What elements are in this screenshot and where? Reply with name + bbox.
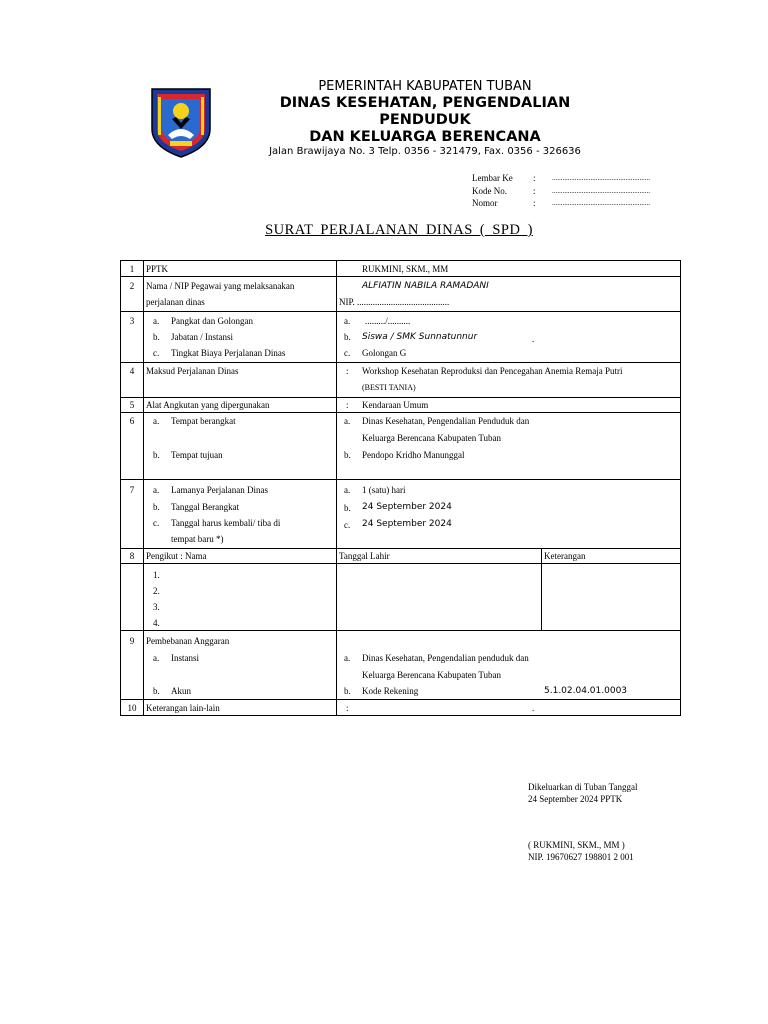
row9-a-value-line2: Keluarga Berencana Kabupaten Tuban bbox=[362, 670, 502, 680]
item-mark: a. bbox=[153, 485, 160, 495]
row7-c-label-line1: Tanggal harus kembali/ tiba di bbox=[171, 518, 281, 528]
meta-value: ........................................................ bbox=[552, 199, 650, 207]
employee-nip: NIP. ......................................... bbox=[339, 297, 450, 307]
row3-b-dot: . bbox=[532, 334, 535, 344]
row3-b-value: Siswa / SMK Sunnatunnur bbox=[362, 332, 478, 342]
row-number: 2 bbox=[129, 281, 135, 291]
header-agency-line2: PENDUDUK bbox=[379, 112, 471, 128]
row3-c-value: Golongan G bbox=[362, 348, 407, 358]
meta-label: Nomor bbox=[472, 198, 498, 208]
row6-a-label: Tempat berangkat bbox=[171, 416, 236, 426]
item-mark: a. bbox=[344, 485, 351, 495]
employee-name: ALFIATIN NABILA RAMADANI bbox=[362, 281, 489, 291]
row4-value-line1: Workshop Kesehatan Reproduksi dan Pencegahan Anemia Remaja Putri bbox=[362, 366, 623, 376]
item-mark: c. bbox=[153, 348, 160, 358]
item-mark: a. bbox=[344, 416, 351, 426]
row10-label: Keterangan lain-lain bbox=[146, 703, 220, 713]
row5-value: Kendaraan Umum bbox=[362, 400, 429, 410]
row8-col-birthdate: Tanggal Lahir bbox=[339, 551, 390, 561]
issued-place-date: Dikeluarkan di Tuban Tanggal bbox=[528, 782, 638, 792]
item-mark: b. bbox=[344, 686, 351, 696]
row9-label: Pembebanan Anggaran bbox=[146, 636, 230, 646]
header-agency-line3: DAN KELUARGA BERENCANA bbox=[309, 129, 541, 145]
item-mark: a. bbox=[344, 653, 351, 663]
item-mark: b. bbox=[153, 332, 160, 342]
row6-b-label: Tempat tujuan bbox=[171, 450, 223, 460]
item-mark: a. bbox=[153, 316, 160, 326]
follower-item: 1. bbox=[153, 570, 160, 580]
row6-b-value: Pendopo Kridho Manunggal bbox=[362, 450, 465, 460]
issued-date-role: 24 September 2024 PPTK bbox=[528, 794, 623, 804]
header-government: PEMERINTAH KABUPATEN TUBAN bbox=[318, 79, 532, 94]
row10-colon: : bbox=[346, 703, 349, 713]
row9-b-value: Kode Rekening bbox=[362, 686, 419, 696]
row3-b-label: Jabatan / Instansi bbox=[171, 332, 233, 342]
item-mark: b. bbox=[344, 450, 351, 460]
row4-label: Maksud Perjalanan Dinas bbox=[146, 366, 239, 376]
row1-label: PPTK bbox=[146, 264, 169, 274]
document-title: SURAT PERJALANAN DINAS ( SPD ) bbox=[265, 222, 533, 238]
item-mark: c. bbox=[344, 348, 351, 358]
row9-a-value-line1: Dinas Kesehatan, Pengendalian penduduk dan bbox=[362, 653, 529, 663]
row7-b-label: Tanggal Berangkat bbox=[171, 502, 240, 512]
row-number: 3 bbox=[129, 316, 135, 326]
item-mark: c. bbox=[153, 518, 160, 528]
item-mark: c. bbox=[344, 520, 351, 530]
row6-a-value-line1: Dinas Kesehatan, Pengendalian Penduduk dan bbox=[362, 416, 530, 426]
row7-a-label: Lamanya Perjalanan Dinas bbox=[171, 485, 268, 495]
row-number: 8 bbox=[129, 551, 135, 561]
meta-colon: : bbox=[533, 198, 536, 208]
row5-colon: : bbox=[346, 400, 349, 410]
departure-date: 24 September 2024 bbox=[362, 502, 452, 512]
row2-label-line2: perjalanan dinas bbox=[146, 297, 205, 307]
meta-value: ........................................................ bbox=[552, 187, 650, 195]
follower-item: 4. bbox=[153, 618, 160, 628]
row4-value-line2: (BESTI TANIA) bbox=[362, 383, 416, 392]
row4-colon: : bbox=[346, 366, 349, 376]
row5-label: Alat Angkutan yang dipergunakan bbox=[146, 400, 270, 410]
item-mark: b. bbox=[344, 332, 351, 342]
row-number: 4 bbox=[129, 366, 135, 376]
item-mark: a. bbox=[153, 653, 160, 663]
header-address: Jalan Brawijaya No. 3 Telp. 0356 - 321479, Fax. 0356 - 326636 bbox=[269, 146, 581, 157]
row-number: 5 bbox=[129, 400, 135, 410]
meta-label: Kode No. bbox=[472, 186, 507, 196]
row1-value: RUKMINI, SKM., MM bbox=[362, 264, 449, 274]
item-mark: b. bbox=[153, 502, 160, 512]
signatory-nip: NIP. 19670627 198801 2 001 bbox=[528, 852, 634, 862]
row7-a-value: 1 (satu) hari bbox=[362, 485, 406, 495]
row9-a-label: Instansi bbox=[171, 653, 199, 663]
return-date: 24 September 2024 bbox=[362, 519, 452, 529]
item-mark: a. bbox=[153, 416, 160, 426]
item-mark: b. bbox=[153, 450, 160, 460]
row8-label: Pengikut : Nama bbox=[146, 551, 207, 561]
meta-label: Lembar Ke bbox=[472, 173, 513, 183]
follower-item: 2. bbox=[153, 586, 160, 596]
row8-col-notes: Keterangan bbox=[544, 551, 586, 561]
account-code: 5.1.02.04.01.0003 bbox=[544, 686, 628, 696]
row3-c-label: Tingkat Biaya Perjalanan Dinas bbox=[171, 348, 286, 358]
row10-dot: . bbox=[532, 703, 535, 713]
row-number: 7 bbox=[129, 485, 135, 495]
row7-c-label-line2: tempat baru *) bbox=[171, 534, 224, 544]
item-mark: b. bbox=[153, 686, 160, 696]
item-mark: a. bbox=[344, 316, 351, 326]
row-number: 1 bbox=[129, 264, 135, 274]
row2-label-line1: Nama / NIP Pegawai yang melaksanakan bbox=[146, 281, 295, 291]
row9-b-label: Akun bbox=[171, 686, 191, 696]
item-mark: b. bbox=[344, 503, 351, 513]
follower-item: 3. bbox=[153, 602, 160, 612]
row-number: 9 bbox=[129, 636, 135, 646]
meta-colon: : bbox=[533, 173, 536, 183]
signatory-name: ( RUKMINI, SKM., MM ) bbox=[528, 840, 625, 850]
row3-a-label: Pangkat dan Golongan bbox=[171, 316, 253, 326]
header-agency-line1: DINAS KESEHATAN, PENGENDALIAN bbox=[279, 95, 571, 111]
row6-a-value-line2: Keluarga Berencana Kabupaten Tuban bbox=[362, 433, 502, 443]
row-number: 10 bbox=[127, 703, 137, 713]
row3-a-value: ........./.......... bbox=[365, 316, 411, 326]
meta-value: ........................................................ bbox=[552, 174, 650, 182]
row-number: 6 bbox=[129, 416, 135, 426]
meta-colon: : bbox=[533, 186, 536, 196]
